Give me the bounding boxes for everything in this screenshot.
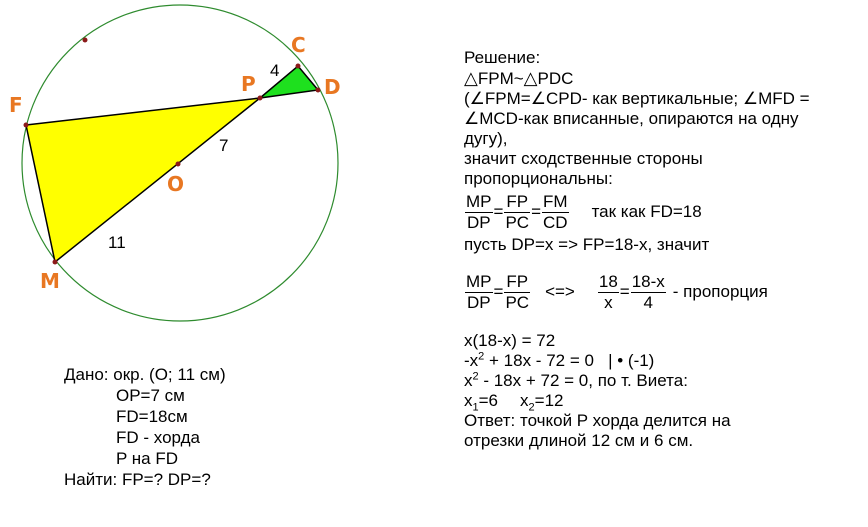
point-d-dot <box>316 88 321 93</box>
reason-line: (∠FPM=∠CPD- как вертикальные; ∠MFD = <box>464 89 810 108</box>
point-top-dot <box>83 38 88 43</box>
given-line: P на FD <box>116 449 178 468</box>
triangle-fpm <box>26 98 260 262</box>
conclusion-line: значит сходственные стороны <box>464 149 703 168</box>
equation-line: $x^2 - 18x + 72 = 0$, по т. Виета: <box>464 370 688 390</box>
given-line: FD=18см <box>116 407 188 426</box>
fraction: $\frac{MP}{DP}$ <box>466 191 492 232</box>
label-f: F <box>9 93 23 117</box>
fraction: $\frac{FP}{PC}$ <box>505 271 530 312</box>
since-text: так как FD=18 <box>591 202 702 221</box>
similarity-line: △FPM~△PDC <box>464 68 574 88</box>
length-op: 7 <box>219 136 229 155</box>
fraction: $\frac{18}{x}$ <box>598 271 618 312</box>
triangle-icon: △ <box>464 68 478 88</box>
answer-line: Ответ: точкой P хорда делится на <box>464 411 731 430</box>
point-c-dot <box>296 64 301 69</box>
point-f-dot <box>24 123 29 128</box>
reason-line: ∠MCD-как вписанные, опираются на одну <box>464 109 799 128</box>
label-d: D <box>324 75 341 99</box>
given-line: FD - хорда <box>116 428 200 447</box>
given-line: Дано: окр. (O; 11 см) <box>64 365 226 384</box>
fraction: $\frac{FM}{CD}$ <box>543 191 568 232</box>
triangle-pdc <box>260 66 318 98</box>
label-p: P <box>241 72 256 96</box>
triangle-icon: △ <box>523 68 538 88</box>
given-block <box>64 364 226 490</box>
label-o: O <box>167 172 185 196</box>
length-om: 11 <box>108 233 126 252</box>
answer-line: отрезки длиной 12 см и 6 см. <box>464 431 694 450</box>
equation-line: x(18-x) = 72 <box>464 331 556 350</box>
solution-block <box>464 48 864 451</box>
proportion-text: - пропорция <box>672 282 768 301</box>
conclusion-line: пропорциональны: <box>464 169 613 188</box>
fraction: $\frac{18-x}{4}$ <box>631 271 665 312</box>
point-p-dot <box>258 96 263 101</box>
solution-title: Решение: <box>464 48 541 67</box>
point-m-dot <box>53 260 58 265</box>
find-line: Найти: FP=? DP=? <box>64 470 211 489</box>
geometry-figure <box>0 0 460 360</box>
roots-line: $x_1=6$ $x_2=12$ <box>464 391 564 414</box>
label-c: C <box>291 33 306 57</box>
length-cp: 4 <box>270 61 280 80</box>
fraction: $\frac{FP}{PC}$ <box>505 191 530 232</box>
let-line: пусть DP=x => FP=18-x, значит <box>464 235 710 254</box>
given-line: OP=7 см <box>116 386 185 405</box>
point-o-dot <box>176 162 181 167</box>
fraction: $\frac{MP}{DP}$ <box>466 271 492 312</box>
label-m: M <box>40 269 60 293</box>
ratio-equation-2: $\frac{MP}{DP}$ = $\frac{FP}{PC}$ <=> $\frac{18}{x}$ = $\frac{18-x}{4}$ - пропорция <box>466 271 768 312</box>
equation-line: $-x^2 + 18x - 72 = 0$ | • (-1) <box>464 350 655 370</box>
reason-line: дугу), <box>464 129 508 148</box>
ratio-equation-1: $\frac{MP}{DP}$ = $\frac{FP}{PC}$ = $\frac{FM}{CD}$ так как FD=18 <box>466 191 702 232</box>
iff-symbol: <=> <box>545 282 575 301</box>
